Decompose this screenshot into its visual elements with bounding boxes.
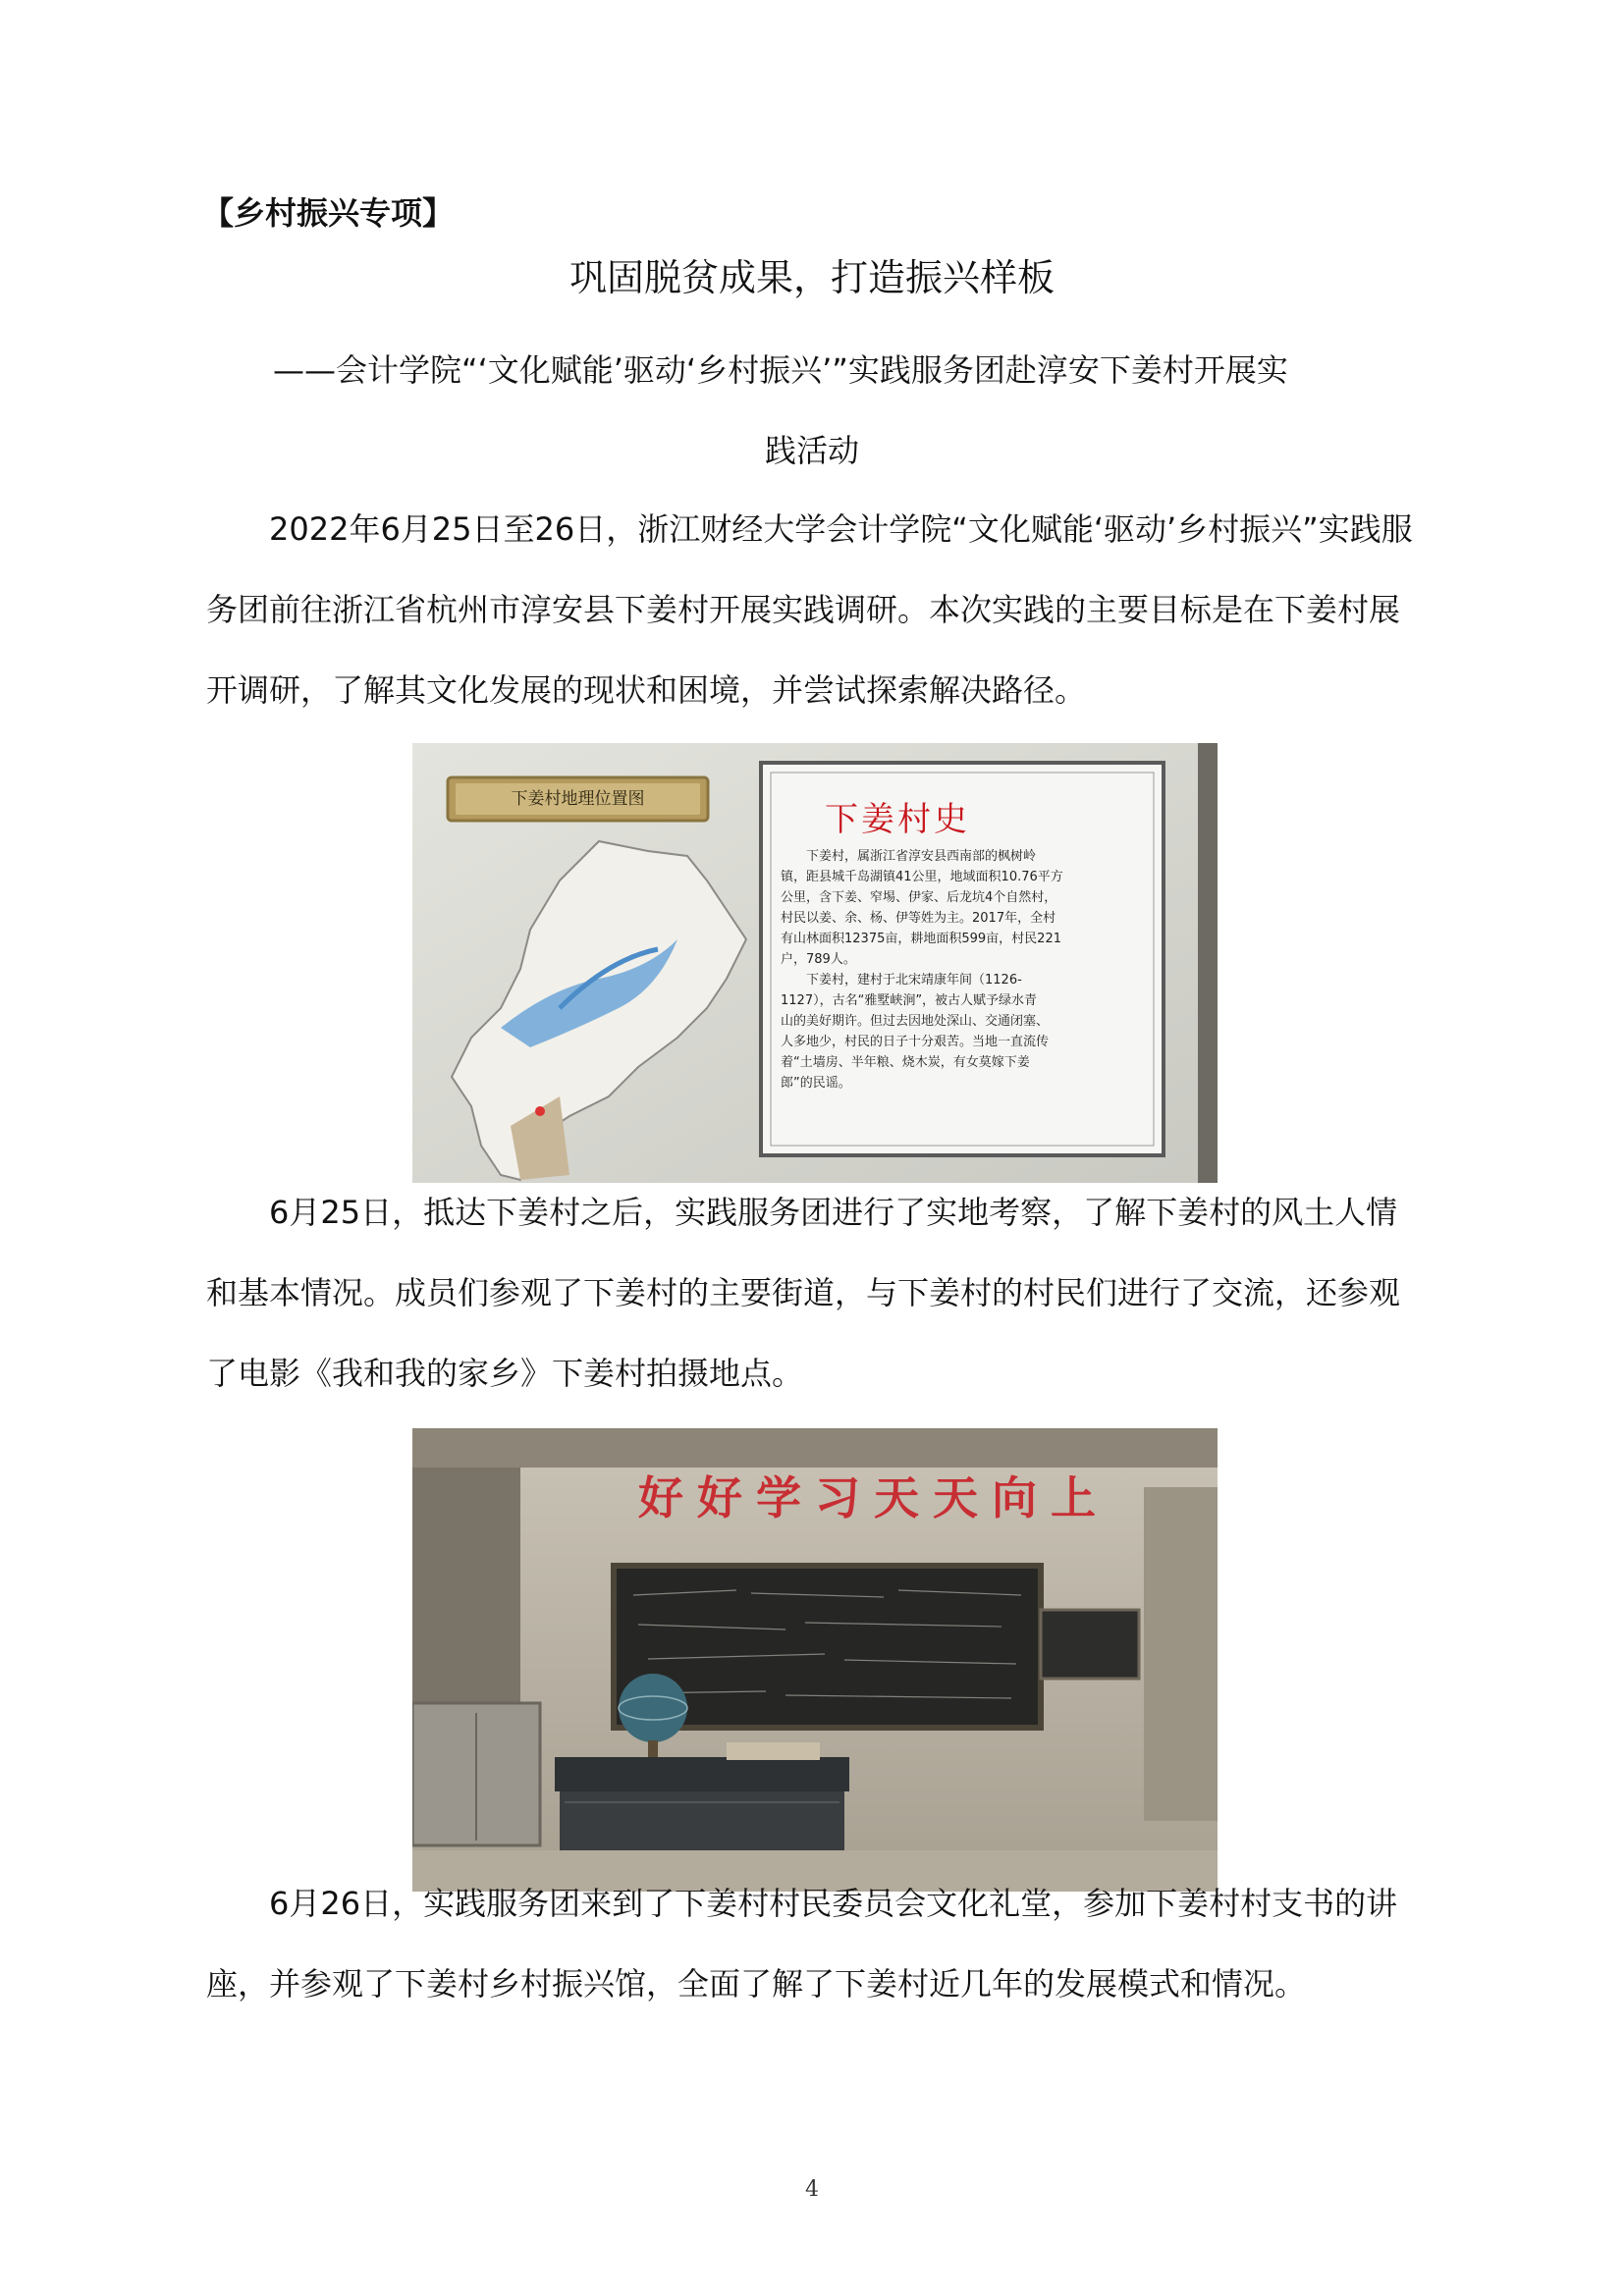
paragraph-intro: 2022年6月25日至26日，浙江财经大学会计学院“文化赋能‘驱动’乡村振兴”实践服务团前往浙江省杭州市淳安县下姜村开展实践调研。本次实践的主要目标是在下姜村展开调研，了解其文化发展的现状和困境，并尝试探索解决路径。 bbox=[206, 510, 1413, 709]
history-board-line: 人多地少，村民的日子十分艰苦。当地一直流传 bbox=[781, 1035, 1050, 1049]
history-board-line: 下姜村，属浙江省淳安县西南部的枫树岭 bbox=[806, 849, 1037, 864]
article-title: 巩固脱贫成果，打造振兴样板 bbox=[568, 256, 1055, 299]
history-board-line: 有山林面积12375亩，耕地面积599亩，村民221 bbox=[781, 932, 1061, 946]
article-subtitle-line2: 践活动 bbox=[764, 432, 859, 469]
history-board-line: 郎”的民谣。 bbox=[781, 1076, 851, 1091]
history-board-line: 下姜村，建村于北宋靖康年间（1126- bbox=[806, 973, 1022, 988]
history-board-line: 山的美好期许。但过去因地处深山、交通闭塞、 bbox=[781, 1014, 1050, 1029]
paragraph-june-26: 6月26日，实践服务团来到了下姜村村民委员会文化礼堂，参加下姜村村支书的讲座，并参观了下姜村乡村振兴馆，全面了解了下姜村近几年的发展模式和情况。 bbox=[206, 1885, 1398, 2002]
history-board-title: 下姜村史 bbox=[825, 800, 970, 839]
history-board-line: 着“土墙房、半年粮、烧木炭，有女莫嫁下姜 bbox=[781, 1055, 1030, 1070]
history-board-line: 公里，含下姜、窄埸、伊家、后龙坑4个自然村， bbox=[781, 890, 1057, 905]
history-board-line: 1127），古名“雅墅峡涧”，被古人赋予绿水青 bbox=[781, 993, 1038, 1008]
paragraph-june-25: 6月25日，抵达下姜村之后，实践服务团进行了实地考察，了解下姜村的风土人情和基本情况。成员们参观了下姜村的主要街道，与下姜村的村民们进行了交流，还参观了电影《我和我的家乡》下姜村拍摄地点。 bbox=[206, 1194, 1401, 1392]
history-board-line: 户，789人。 bbox=[781, 952, 856, 967]
history-board-text bbox=[781, 846, 1154, 1094]
map-plaque-label: 下姜村地理位置图 bbox=[511, 789, 645, 809]
history-board-line: 镇，距县城千岛湖镇41公里，地域面积10.76平方 bbox=[781, 870, 1063, 884]
photo-village-history-board bbox=[412, 743, 1218, 1183]
wall-slogan: 好好学习天天向上 bbox=[638, 1471, 1110, 1524]
section-tag: 【乡村振兴专项】 bbox=[202, 194, 455, 232]
article-subtitle-line1: ——会计学院“‘文化赋能’驱动‘乡村振兴’”实践服务团赴淳安下姜村开展实 bbox=[273, 351, 1288, 389]
photo-old-classroom bbox=[412, 1428, 1218, 1892]
page-number: 4 bbox=[805, 2177, 819, 2202]
history-board-line: 村民以姜、余、杨、伊等姓为主。2017年，全村 bbox=[781, 911, 1056, 926]
